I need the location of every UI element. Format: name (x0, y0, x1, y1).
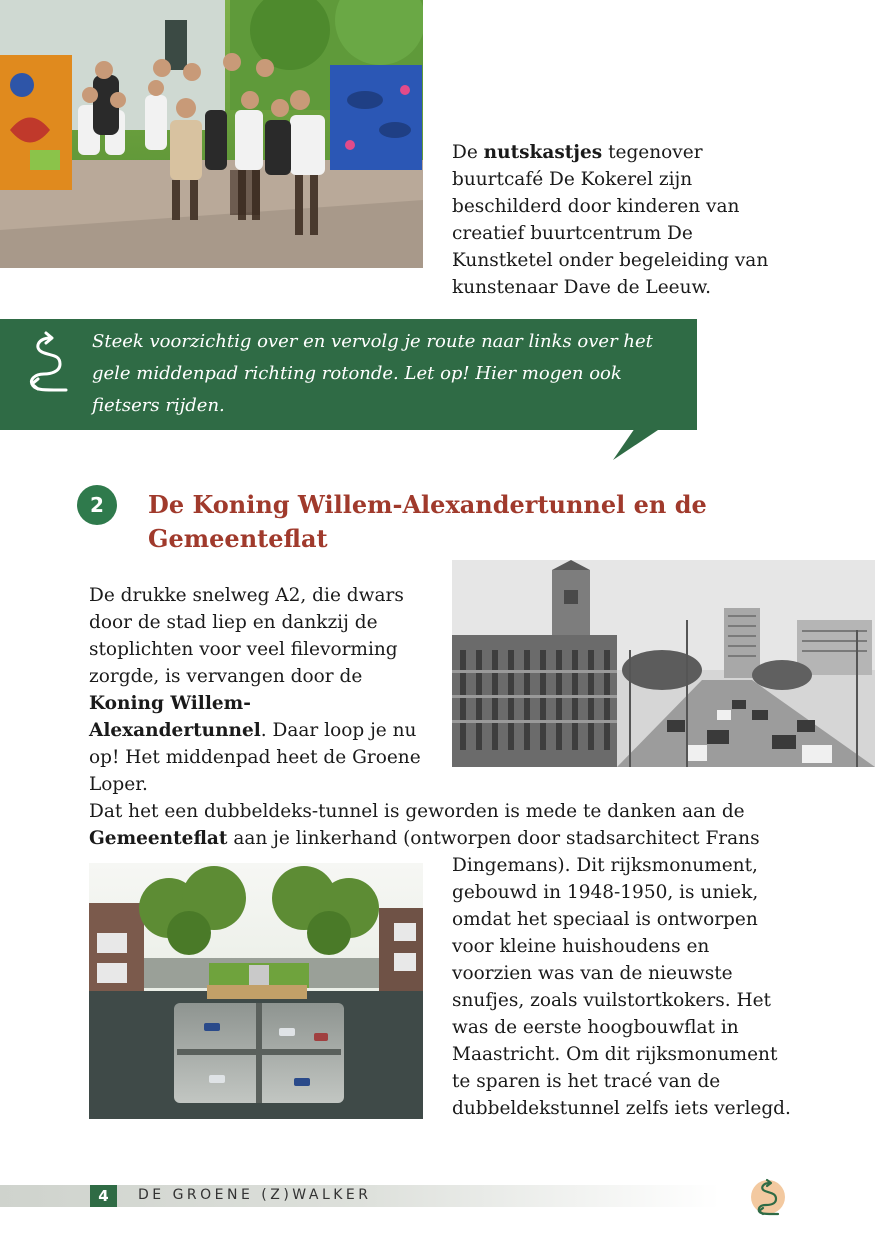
photo-tunnel-cross-section (89, 863, 423, 1119)
intro-paragraph: De nutskastjes tegenover buurtcafé De Kokerel zijn beschilderd door kinderen van creatief buurtcentrum De Kunstketel onder begeleiding van kunstenaar Dave de Leeuw. (452, 142, 769, 298)
gemeenteflat-paragraph-rest: Dingemans). Dit rijksmonument, gebouwd in 1948-1950, is uniek, omdat het speciaal is ontworpen voor kleine huishoudens en voorzien was van de nieuwste snufjes, zoals vuilstortkokers. Het was de eerste hoogbouwflat in Maastricht. Om dit rijksmonument te sparen is het tracé van de dubbeldekstunnel zelfs iets verlegd. (452, 855, 791, 1119)
section-number-badge: 2 (77, 485, 117, 525)
photo-historic-a2-highway (452, 560, 875, 767)
route-icon (20, 330, 76, 394)
banner-instruction-text: Steek voorzichtig over en vervolg je route naar links over het gele middenpad richting rotonde. Let op! Hier mogen ook fietsers rijden. (92, 331, 653, 416)
gemeenteflat-bold: Gemeenteflat (89, 828, 228, 849)
photo-painted-utility-boxes (0, 0, 423, 268)
intro-bold-term: nutskastjes (483, 142, 603, 163)
tunnel-name-bold: Koning Willem-Alexandertunnel (89, 693, 261, 741)
footer-publication-title: DE GROENE (Z)WALKER (138, 1187, 372, 1203)
tunnel-paragraph: De drukke snelweg A2, die dwars door de stad liep en dankzij de stoplichten voor veel filevorming zorgde, is vervangen door de Koning Willem-Alexandertunnel. Daar loop je nu op! Het middenpad heet de Groene Loper. (89, 585, 421, 795)
section-title: De Koning Willem-Alexandertunnel en de Gemeenteflat (148, 490, 707, 553)
banner-speech-tail (613, 428, 661, 460)
page-number: 4 (90, 1185, 117, 1207)
gemeenteflat-paragraph-top: Dat het een dubbeldeks-tunnel is geworden is mede te danken aan de Gemeenteflat aan je linkerhand (ontworpen door stadsarchitect Frans (89, 801, 760, 849)
walker-logo-icon (750, 1177, 786, 1217)
